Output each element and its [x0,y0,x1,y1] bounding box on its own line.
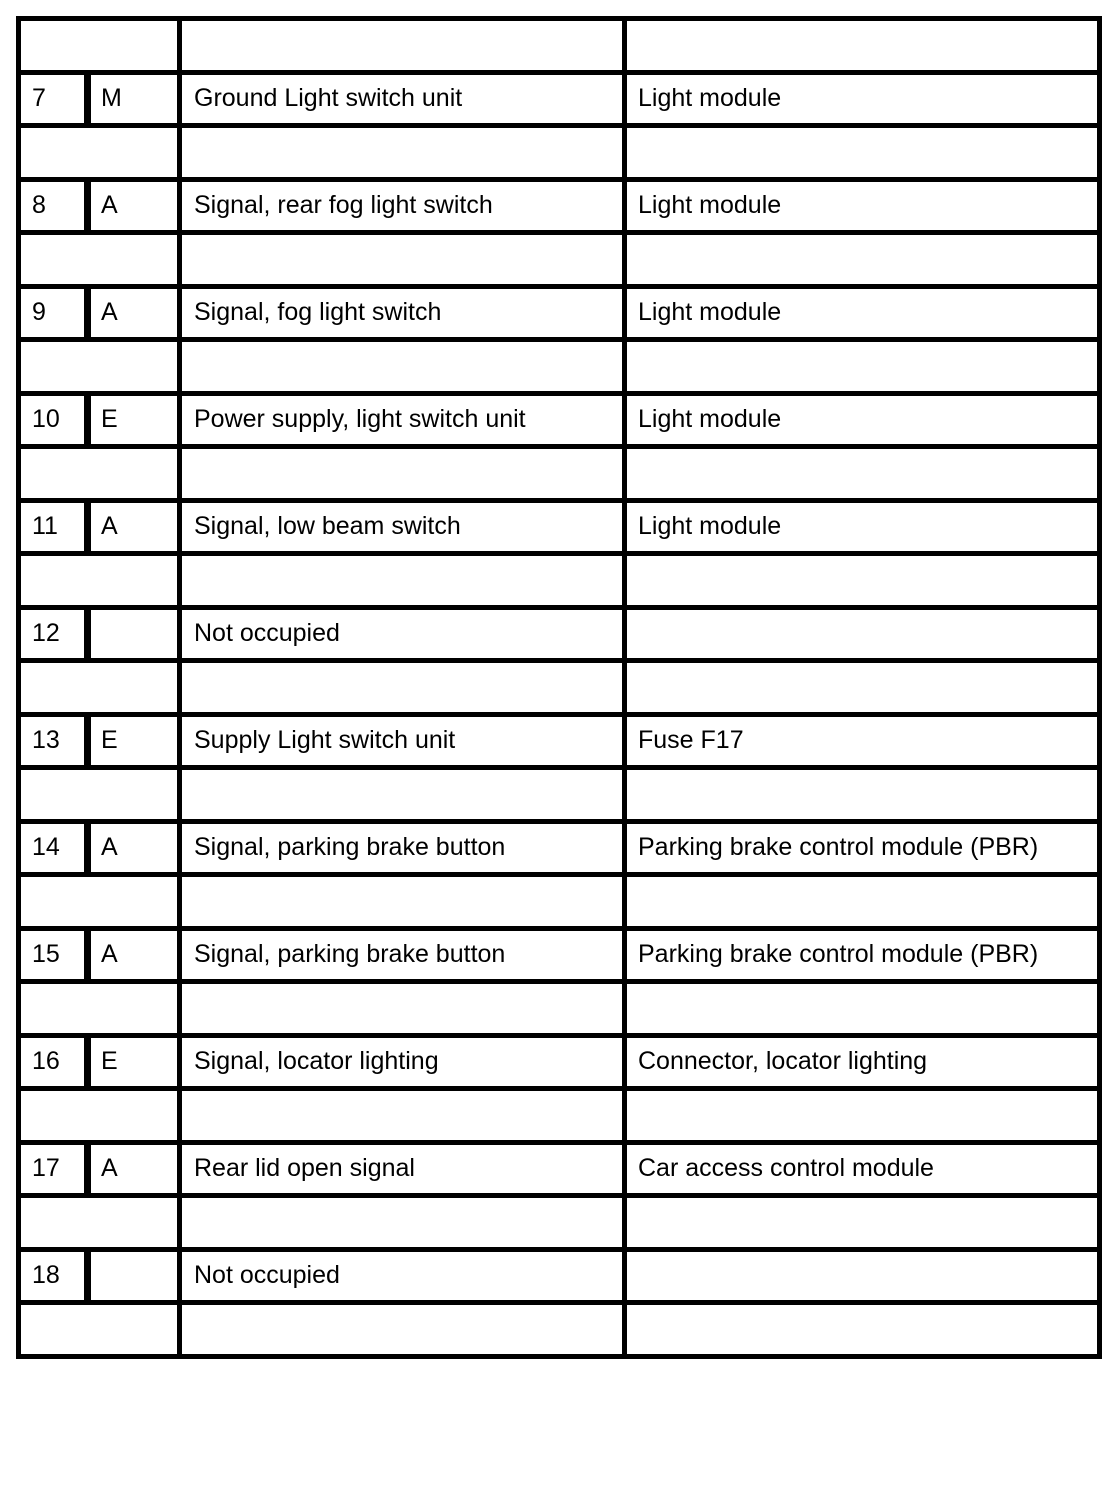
empty-cell [19,126,180,180]
pin-connection [625,1249,1100,1303]
signal-type: E [88,714,180,768]
pin-description: Supply Light switch unit [180,714,625,768]
pin-description: Signal, rear fog light switch [180,179,625,233]
pin-row [19,821,1100,875]
empty-cell [180,1196,625,1250]
pin-number: 16 [19,1035,88,1089]
empty-cell [19,1303,180,1357]
empty-cell [19,340,180,394]
spacer-row [19,768,1100,822]
empty-cell [180,233,625,287]
pin-row [19,1142,1100,1196]
empty-cell [19,768,180,822]
pin-connection: Light module [625,393,1100,447]
spacer-row [19,447,1100,501]
pin-connection: Light module [625,500,1100,554]
spacer-row [19,554,1100,608]
pin-description: Signal, locator lighting [180,1035,625,1089]
pin-description: Power supply, light switch unit [180,393,625,447]
pin-connection: Fuse F17 [625,714,1100,768]
empty-cell [625,1196,1100,1250]
empty-cell [625,1303,1100,1357]
empty-cell [625,768,1100,822]
pin-assignment-table [16,16,1102,1359]
pin-number: 7 [19,72,88,126]
spacer-row [19,19,1100,73]
empty-cell [625,1089,1100,1143]
empty-cell [625,661,1100,715]
pin-row [19,607,1100,661]
pin-number: 11 [19,500,88,554]
pin-connection: Parking brake control module (PBR) [625,928,1100,982]
signal-type: E [88,393,180,447]
pin-row [19,1249,1100,1303]
spacer-row [19,875,1100,929]
pin-description: Signal, low beam switch [180,500,625,554]
pin-description: Not occupied [180,1249,625,1303]
spacer-row [19,233,1100,287]
pin-number: 9 [19,286,88,340]
empty-cell [19,875,180,929]
pin-row [19,500,1100,554]
signal-type [88,607,180,661]
pin-row [19,928,1100,982]
signal-type: A [88,500,180,554]
signal-type: A [88,286,180,340]
empty-cell [625,233,1100,287]
pin-number: 14 [19,821,88,875]
pin-row [19,1035,1100,1089]
signal-type [88,1249,180,1303]
spacer-row [19,1303,1100,1357]
empty-cell [180,554,625,608]
pin-row [19,72,1100,126]
empty-cell [625,447,1100,501]
pin-connection: Light module [625,179,1100,233]
empty-cell [19,1196,180,1250]
pin-connection: Light module [625,286,1100,340]
pin-row [19,286,1100,340]
empty-cell [180,19,625,73]
empty-cell [180,875,625,929]
signal-type: A [88,821,180,875]
empty-cell [19,233,180,287]
pin-connection: Parking brake control module (PBR) [625,821,1100,875]
pin-number: 12 [19,607,88,661]
signal-type: A [88,1142,180,1196]
pin-number: 18 [19,1249,88,1303]
pin-row [19,714,1100,768]
empty-cell [625,875,1100,929]
spacer-row [19,661,1100,715]
pin-row [19,393,1100,447]
pin-connection [625,607,1100,661]
empty-cell [19,982,180,1036]
pin-table-body [19,19,1100,1357]
pin-number: 17 [19,1142,88,1196]
pin-connection: Car access control module [625,1142,1100,1196]
empty-cell [625,554,1100,608]
spacer-row [19,982,1100,1036]
pin-description: Signal, parking brake button [180,821,625,875]
empty-cell [625,19,1100,73]
signal-type: M [88,72,180,126]
empty-cell [625,340,1100,394]
empty-cell [180,982,625,1036]
empty-cell [180,447,625,501]
spacer-row [19,126,1100,180]
pin-connection: Connector, locator lighting [625,1035,1100,1089]
pin-number: 15 [19,928,88,982]
spacer-row [19,1196,1100,1250]
empty-cell [19,1089,180,1143]
empty-cell [19,19,180,73]
signal-type: A [88,179,180,233]
empty-cell [180,1303,625,1357]
empty-cell [180,126,625,180]
pin-number: 10 [19,393,88,447]
empty-cell [19,661,180,715]
spacer-row [19,340,1100,394]
pin-description: Signal, fog light switch [180,286,625,340]
signal-type: E [88,1035,180,1089]
spacer-row [19,1089,1100,1143]
empty-cell [625,982,1100,1036]
empty-cell [625,126,1100,180]
pin-row [19,179,1100,233]
pin-description: Signal, parking brake button [180,928,625,982]
pin-number: 13 [19,714,88,768]
empty-cell [180,768,625,822]
signal-type: A [88,928,180,982]
pin-description: Not occupied [180,607,625,661]
empty-cell [19,447,180,501]
empty-cell [180,1089,625,1143]
empty-cell [19,554,180,608]
pin-number: 8 [19,179,88,233]
empty-cell [180,661,625,715]
empty-cell [180,340,625,394]
pin-description: Rear lid open signal [180,1142,625,1196]
pin-description: Ground Light switch unit [180,72,625,126]
pin-connection: Light module [625,72,1100,126]
